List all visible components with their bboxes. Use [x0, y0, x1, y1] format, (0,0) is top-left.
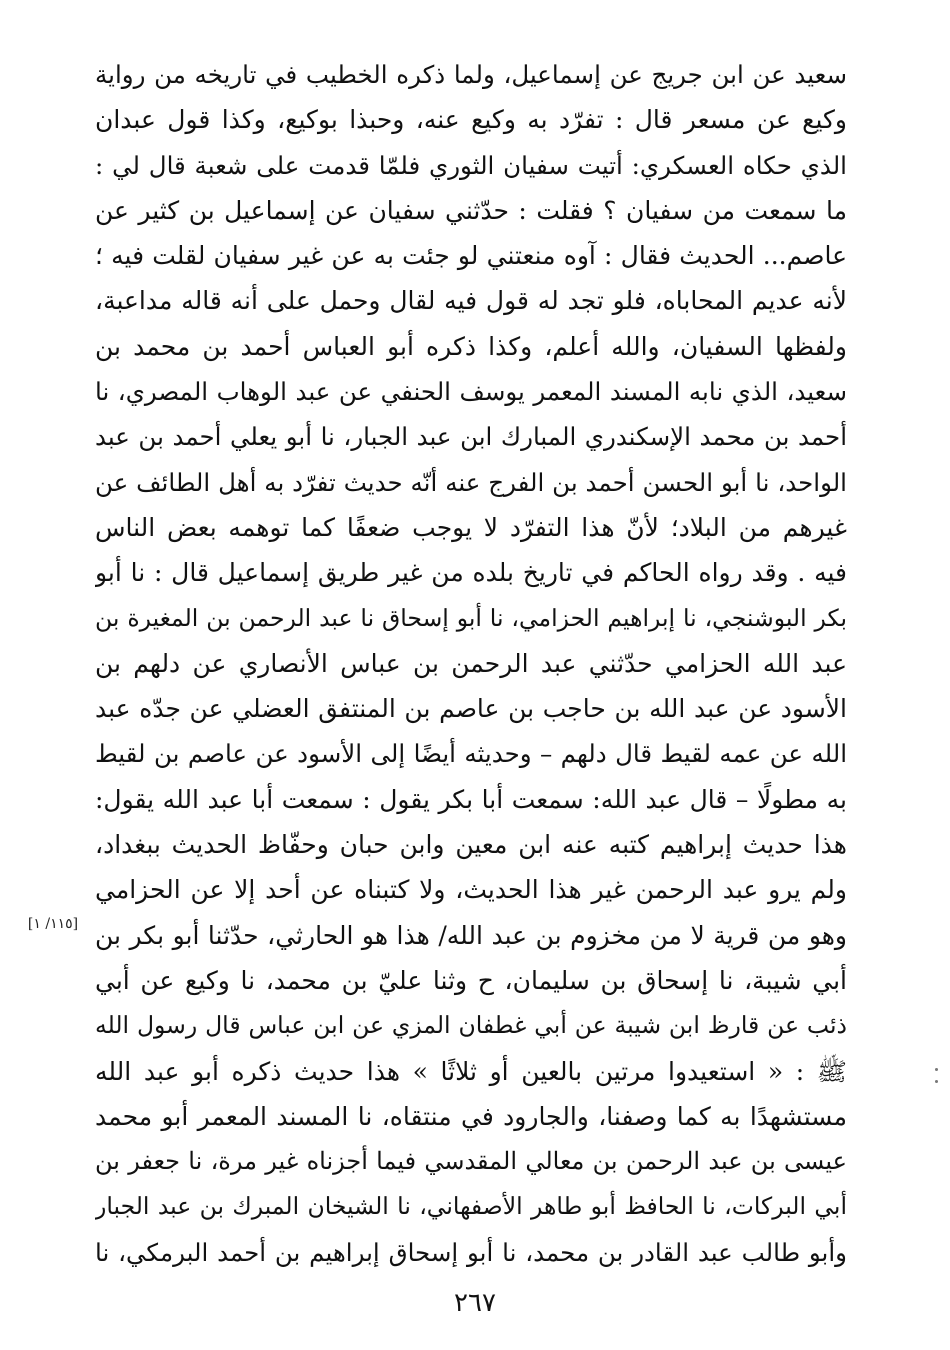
text-line: غيرهم من البلاد؛ لأنّ هذا التفرّد لا يوجب ضعفًا كما توهمه بعض الناس: [95, 512, 847, 542]
margin-folio-reference: [١١٥/ ١]: [27, 916, 79, 932]
text-line: لأنه عديم المحاباه، فلو تجد له قول فيه لقال وحمل على أنه قاله مداعبة،: [95, 286, 847, 316]
text-line: فيه . وقد رواه الحاكم في تاريخ بلده من غير طريق إسماعيل قال : نا أبو: [95, 558, 847, 588]
text-line: الله عن عمه لقيط قال دلهم – وحديثه أيضًا إلى الأسود عن عاصم بن لقيط: [95, 739, 847, 769]
text-line: بكر البوشنجي، نا إبراهيم الحزامي، نا أبو إسحاق نا عبد الرحمن بن المغيرة بن: [95, 603, 847, 632]
text-line: به مطولًا – قال عبد الله: سمعت أبا بكر يقول : سمعت أبا عبد الله يقول:: [95, 784, 847, 814]
text-line: عاصم... الحديث فقال : آوه منعتني لو جئت به عن غير سفيان لقلت فيه ؛: [95, 241, 847, 271]
text-line: أحمد بن محمد الإسكندري المبارك ابن عبد الجبار، نا أبو يعلي أحمد بن عبد: [95, 422, 847, 452]
text-line: الأسود عن عبد الله بن حاجب بن عاصم بن المنتفق العضلي عن جدّه عبد: [95, 694, 847, 724]
text-line: سعيد عن ابن جريج عن إسماعيل، ولما ذكره الخطيب في تاريخه من رواية: [95, 60, 847, 89]
scan-speck: [935, 1068, 938, 1071]
text-line: وكيع عن مسعر قال : تفرّد به وكيع عنه، وحبذا بوكيع، وكذا قول عبدان: [95, 105, 847, 135]
text-line: ذئب عن قارظ ابن شيبة عن أبي غطفان المزي عن ابن عباس قال رسول الله: [95, 1011, 847, 1040]
text-line: الذي حكاه العسكري: أتيت سفيان الثوري فلمّا قدمت على شعبة قال لي :: [95, 150, 847, 180]
text-line: الواحد، نا أبو الحسن أحمد بن الفرج عنه أنّه حديث تفرّد به أهل الطائف عن: [95, 467, 847, 497]
page-number: ٢٦٧: [454, 1288, 496, 1318]
text-line: مستشهدًا به كما وصفنا، والجارود في منتقاه، نا المسند المعمر أبو محمد: [95, 1101, 847, 1131]
text-line: سعيد، الذي نابه المسند المعمر يوسف الحنفي عن عبد الوهاب المصري، نا: [95, 377, 847, 407]
text-line: هذا حديث إبراهيم كتبه عنه ابن معين وابن حبان وحفّاظ الحديث ببغداد،: [95, 830, 847, 860]
text-line: عيسى بن عبد الرحمن بن معالي المقدسي فيما أجزناه غير مرة، نا جعفر بن: [95, 1147, 847, 1176]
text-line: عبد الله الحزامي حدّثني عبد الرحمن بن عباس الأنصاري عن دلهم بن: [95, 648, 847, 678]
body-text: [95, 52, 847, 1275]
text-line: ولفظها السفيان، والله أعلم، وكذا ذكره أبو العباس أحمد بن محمد بن: [95, 331, 847, 361]
text-line: ما سمعت من سفيان ؟ فقلت : حدّثني سفيان عن إسماعيل بن كثير عن: [95, 195, 847, 225]
text-line: ولم يرو عبد الرحمن غير هذا الحديث، ولا كتبناه عن أحد إلا عن الحزامي: [95, 875, 847, 905]
text-line: وهو من قرية لا من مخزوم بن عبد الله/ هذا هو الحارثي، حدّثنا أبو بكر بن: [95, 920, 847, 950]
text-line: أبي شيبة، نا إسحاق بن سليمان، ح وثنا عليّ بن محمد، نا وكيع عن أبي: [95, 965, 847, 995]
text-line: ﷺ : « استعيدوا مرتين بالعين أو ثلاثًا » هذا حديث ذكره أبو عبد الله: [95, 1056, 847, 1086]
text-line: أبي البركات، نا الحافظ أبو طاهر الأصفهاني، نا الشيخان المبرك بن عبد الجبار: [95, 1192, 847, 1221]
text-line: وأبو طالب عبد القادر بن محمد، نا أبو إسحاق إبراهيم بن أحمد البرمكي، نا: [95, 1237, 847, 1267]
scan-speck: [935, 1080, 938, 1083]
